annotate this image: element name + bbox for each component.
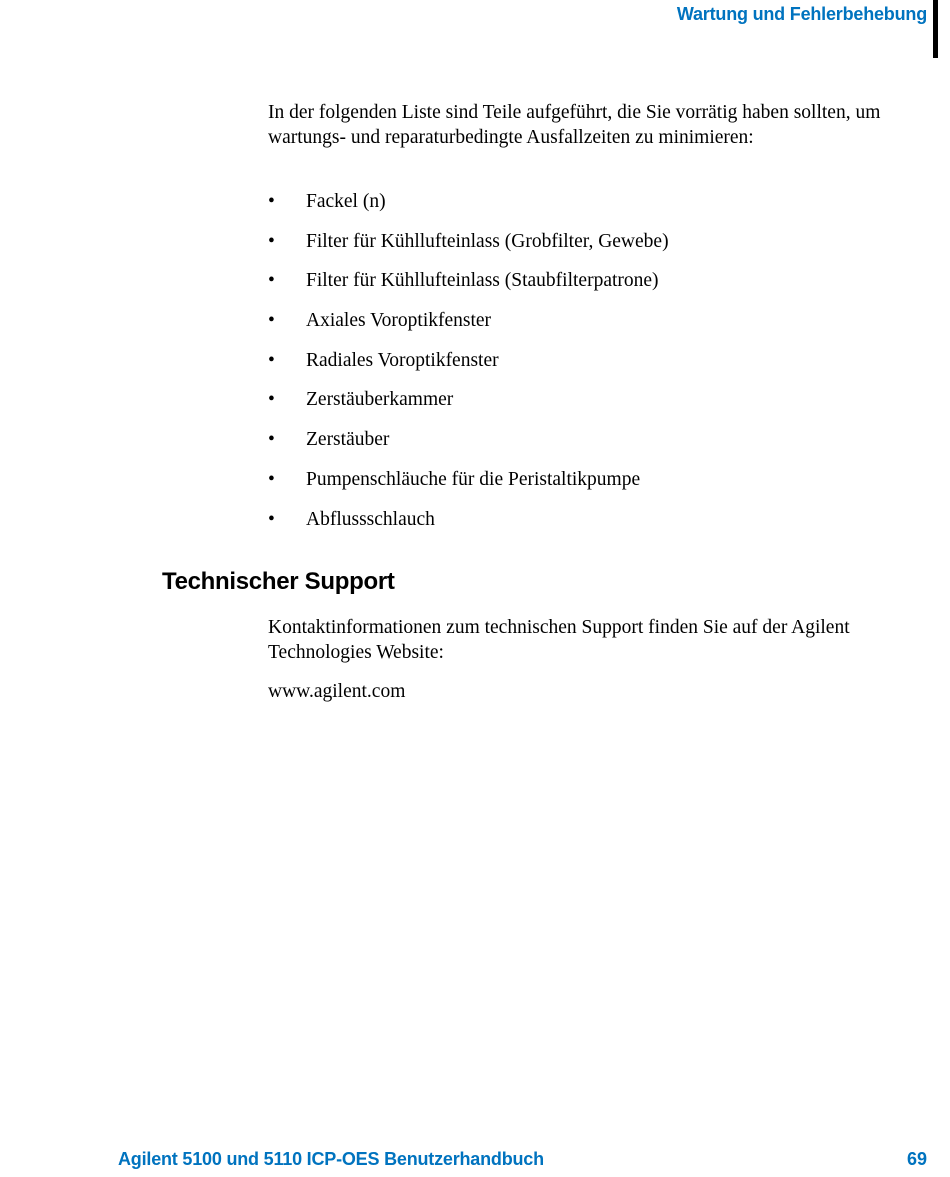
list-item [268,268,913,293]
bullet-icon: • [268,191,275,212]
list-item-label: Filter für Kühllufteinlass (Staubfilterpatrone) [306,270,659,292]
list-item [268,467,913,492]
bullet-icon: • [268,349,275,371]
section-heading: Technischer Support [162,568,395,595]
list-item [268,229,913,254]
list-item-label: Filter für Kühllufteinlass (Grobfilter, Gewebe) [306,230,669,252]
list-item-label: Zerstäuber [306,429,390,451]
list-item [268,348,913,373]
bullet-icon: • [268,468,275,490]
header-rule [933,0,938,58]
spare-parts-list [268,189,913,546]
list-item-label: Abflussschlauch [306,508,435,530]
list-item-label: Zerstäuberkammer [306,389,454,411]
list-item [268,189,913,214]
page-number: 69 [906,1149,927,1169]
bullet-icon: • [268,508,275,530]
bullet-icon: • [268,230,275,252]
list-item [268,507,913,532]
list-item-label: Axiales Voroptikfenster [306,310,492,332]
bullet-icon: • [268,429,275,451]
list-item [268,308,913,333]
bullet-icon: • [268,389,275,411]
running-header-section-title: Wartung und Fehlerbehebung [676,4,927,24]
support-paragraph: Kontaktinformationen zum technischen Support finden Sie auf der Agilent Technologies Website: [268,617,850,663]
bullet-icon: • [268,310,275,332]
list-item-label: Pumpenschläuche für die Peristaltikpumpe [306,468,641,490]
list-item [268,387,913,412]
intro-paragraph: In der folgenden Liste sind Teile aufgeführt, die Sie vorrätig haben sollten, um wartungs- und reparaturbedingte Ausfallzeiten zu minimieren: [268,102,881,148]
footer-manual-title: Agilent 5100 und 5110 ICP-OES Benutzerhandbuch [118,1149,544,1169]
list-item [268,427,913,452]
list-item-label: Fackel (n) [306,191,386,212]
website-url: www.agilent.com [268,681,406,702]
bullet-icon: • [268,270,275,292]
list-item-label: Radiales Voroptikfenster [306,349,499,371]
